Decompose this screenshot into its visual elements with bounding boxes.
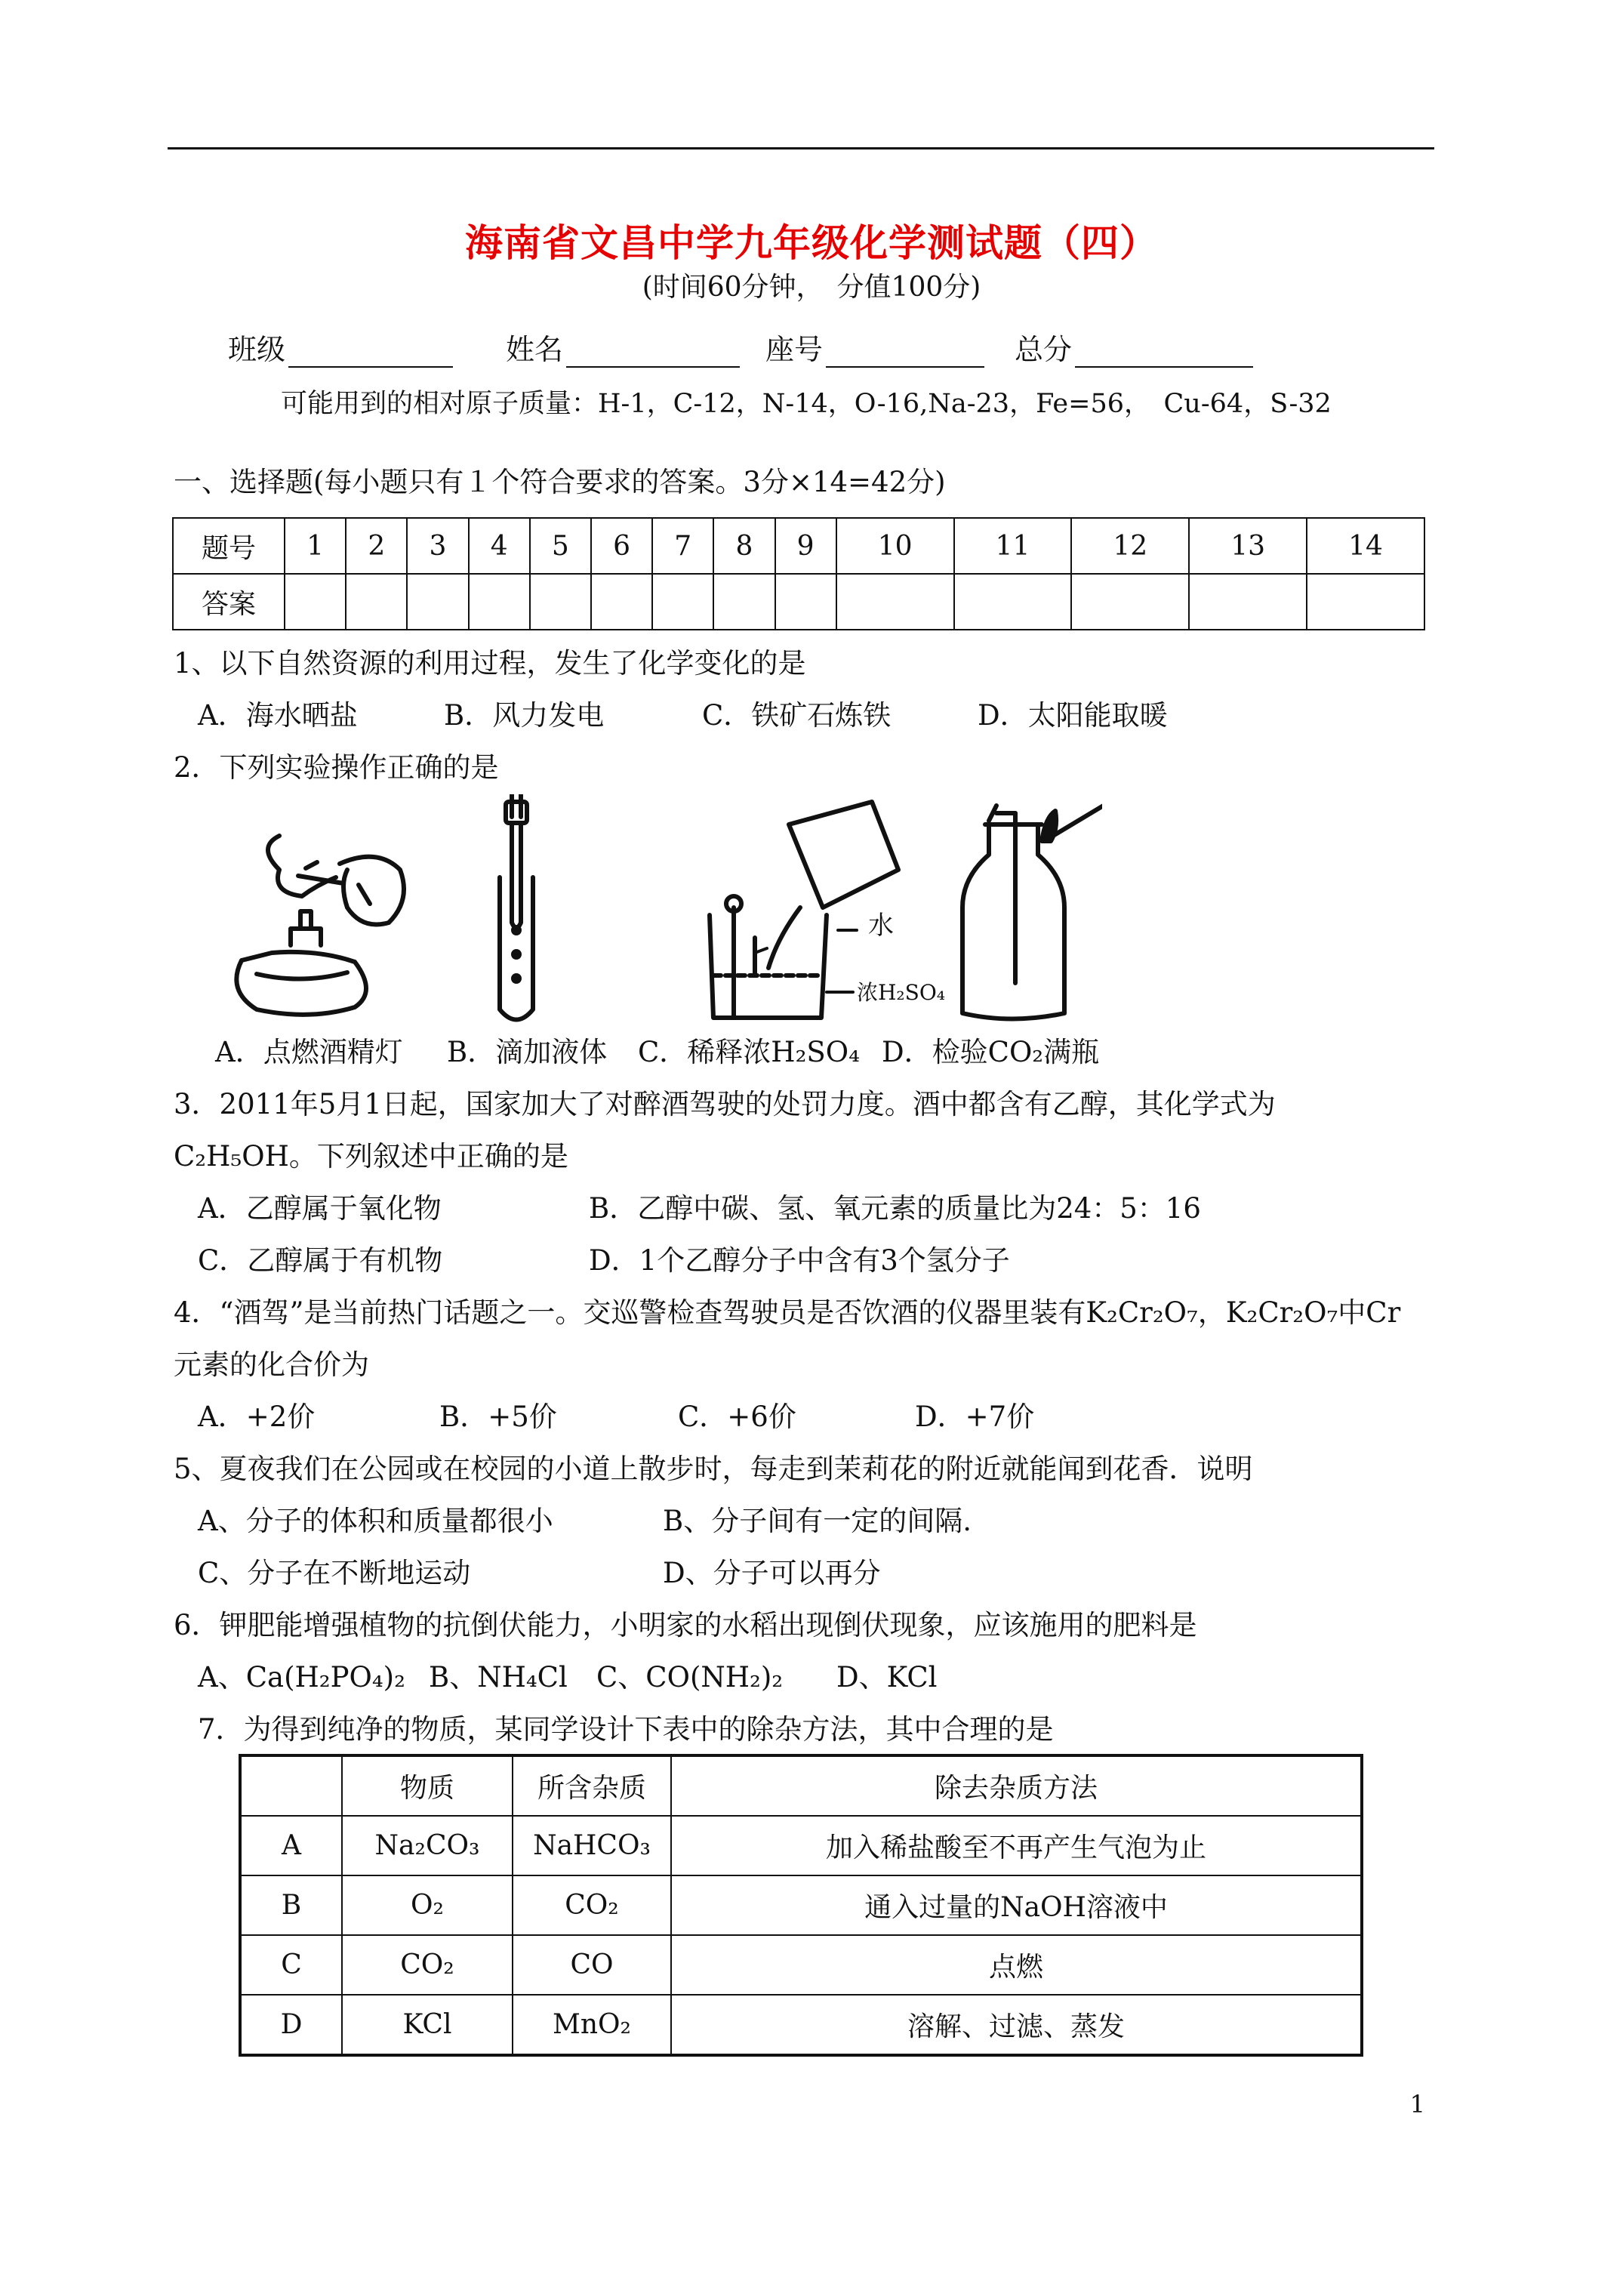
- answer-cell[interactable]: [1189, 574, 1307, 630]
- answer-number: 7: [652, 518, 713, 574]
- q4-option-d: D．+7价: [915, 1401, 1035, 1433]
- answer-cell[interactable]: [652, 574, 713, 630]
- row-impurity: MnO₂: [513, 1995, 671, 2055]
- answer-table-row-label: 答案: [173, 574, 285, 630]
- answer-cell[interactable]: [775, 574, 836, 630]
- q2-figure-label-acid: 浓H₂SO₄: [857, 980, 946, 1005]
- answer-cell[interactable]: [407, 574, 468, 630]
- q5-option-d: D、分子可以再分: [663, 1557, 881, 1589]
- name-blank[interactable]: [566, 337, 740, 368]
- answer-table: [172, 517, 1425, 630]
- answer-cell[interactable]: [713, 574, 775, 630]
- row-impurity: NaHCO₃: [513, 1816, 671, 1875]
- gas-bottle-figure: [962, 802, 1102, 1019]
- row-substance: CO₂: [342, 1935, 513, 1995]
- top-rule: [168, 147, 1434, 149]
- total-field[interactable]: [1015, 326, 1253, 368]
- q5-option-c: C、分子在不断地运动: [198, 1557, 471, 1589]
- answer-table-answer-row: [173, 574, 1424, 630]
- row-impurity: CO₂: [513, 1875, 671, 1935]
- answer-number: 10: [836, 518, 954, 574]
- answer-cell[interactable]: [954, 574, 1072, 630]
- q3-option-d: D．1个乙醇分子中含有3个氢分子: [589, 1244, 1010, 1277]
- q3-stem-line1: 3．2011年5月1日起，国家加大了对醉酒驾驶的处罚力度。酒中都含有乙醇，其化学式为: [174, 1088, 1276, 1120]
- q7-stem: 7．为得到纯净的物质，某同学设计下表中的除杂方法，其中合理的是: [198, 1713, 1054, 1746]
- row-impurity: CO: [513, 1935, 671, 1995]
- name-label: 姓名: [506, 333, 564, 366]
- answer-cell[interactable]: [836, 574, 954, 630]
- q5-option-a: A、分子的体积和质量都很小: [198, 1505, 553, 1537]
- answer-table-number-row: [173, 518, 1424, 574]
- seat-field[interactable]: [765, 326, 984, 368]
- row-method: 加入稀盐酸至不再产生气泡为止: [671, 1816, 1362, 1875]
- answer-cell[interactable]: [591, 574, 652, 630]
- total-label: 总分: [1015, 333, 1073, 366]
- q6-option-b: B、NH₄Cl: [429, 1661, 568, 1693]
- row-option-label: C: [240, 1935, 342, 1995]
- q4-option-c: C．+6价: [678, 1401, 796, 1433]
- test-tube-dropper-figure: [500, 794, 533, 1020]
- q4-stem-line2: 元素的化合价为: [174, 1348, 369, 1381]
- name-field[interactable]: [506, 326, 740, 368]
- q5-stem: 5、夏夜我们在公园或在校园的小道上散步时，每走到茉莉花的附近就能闻到花香．说明: [174, 1453, 1253, 1485]
- table-row: [240, 1935, 1362, 1995]
- q1-option-a: A．海水晒盐: [198, 699, 358, 732]
- q4-option-b: B．+5价: [439, 1401, 557, 1433]
- q3-option-a: A．乙醇属于氧化物: [198, 1192, 442, 1225]
- row-option-label: D: [240, 1995, 342, 2055]
- table-row: [240, 1875, 1362, 1935]
- answer-number: 13: [1189, 518, 1307, 574]
- row-method: 通入过量的NaOH溶液中: [671, 1875, 1362, 1935]
- row-method: 溶解、过滤、蒸发: [671, 1995, 1362, 2055]
- q3-option-b: B．乙醇中碳、氢、氧元素的质量比为24：5：16: [589, 1192, 1201, 1225]
- section-1-heading: 一、选择题(每小题只有１个符合要求的答案。3分×14=42分): [174, 466, 946, 498]
- answer-number: 9: [775, 518, 836, 574]
- page-title: 海南省文昌中学九年级化学测试题（四）: [465, 220, 1158, 265]
- q3-option-c: C．乙醇属于有机物: [198, 1244, 443, 1277]
- atomic-masses: 可能用到的相对原子质量：H-1，C-12，N-14，O-16,Na-23，Fe=56， Cu-64，S-32: [281, 389, 1332, 419]
- answer-cell[interactable]: [1307, 574, 1424, 630]
- answer-number: 5: [530, 518, 591, 574]
- q1-option-b: B．风力发电: [444, 699, 605, 732]
- impurity-table-header-row: [240, 1755, 1362, 1816]
- q3-stem-line2: C₂H₅OH。下列叙述中正确的是: [174, 1140, 568, 1173]
- answer-cell[interactable]: [530, 574, 591, 630]
- answer-table-row-label: 题号: [173, 518, 285, 574]
- q2-figure-label-water: 水: [868, 911, 894, 941]
- answer-number: 14: [1307, 518, 1424, 574]
- answer-cell[interactable]: [469, 574, 530, 630]
- q2-option-b: B．滴加液体: [447, 1036, 608, 1068]
- q2-stem: 2．下列实验操作正确的是: [174, 751, 499, 784]
- table-row: [240, 1995, 1362, 2055]
- q6-stem: 6．钾肥能增强植物的抗倒伏能力，小明家的水稻出现倒伏现象，应该施用的肥料是: [174, 1609, 1197, 1641]
- page-subtitle: (时间60分钟， 分值100分): [642, 272, 981, 303]
- answer-number: 8: [713, 518, 775, 574]
- q1-option-c: C．铁矿石炼铁: [702, 699, 892, 732]
- header-cell-method: 除去杂质方法: [671, 1755, 1362, 1816]
- q1-stem: 1、以下自然资源的利用过程，发生了化学变化的是: [174, 647, 806, 680]
- row-substance: KCl: [342, 1995, 513, 2055]
- q1-option-d: D．太阳能取暖: [978, 699, 1168, 732]
- answer-number: 1: [285, 518, 346, 574]
- header-cell-impurity: 所含杂质: [513, 1755, 671, 1816]
- q4-option-a: A．+2价: [198, 1401, 316, 1433]
- answer-number: 11: [954, 518, 1072, 574]
- answer-cell[interactable]: [285, 574, 346, 630]
- class-field[interactable]: [228, 326, 453, 368]
- q6-option-a: A、Ca(H₂PO₄)₂: [198, 1661, 405, 1693]
- q2-option-d: D．检验CO₂满瓶: [882, 1036, 1100, 1068]
- answer-number: 12: [1071, 518, 1189, 574]
- row-option-label: A: [240, 1816, 342, 1875]
- answer-number: 3: [407, 518, 468, 574]
- seat-label: 座号: [765, 333, 824, 366]
- header-cell-blank: [240, 1755, 342, 1816]
- q6-option-d: D、KCl: [836, 1661, 938, 1693]
- total-blank[interactable]: [1075, 337, 1253, 368]
- row-substance: O₂: [342, 1875, 513, 1935]
- table-row: [240, 1816, 1362, 1875]
- q2-option-a: A．点燃酒精灯: [215, 1036, 403, 1068]
- seat-blank[interactable]: [826, 337, 984, 368]
- q2-lab-figures: [226, 794, 1102, 1028]
- answer-cell[interactable]: [1071, 574, 1189, 630]
- row-method: 点燃: [671, 1935, 1362, 1995]
- q5-option-b: B、分子间有一定的间隔.: [663, 1505, 972, 1537]
- answer-number: 4: [469, 518, 530, 574]
- q2-option-c: C．稀释浓H₂SO₄: [638, 1036, 860, 1068]
- page-number: 1: [1409, 2090, 1425, 2119]
- class-label: 班级: [228, 333, 286, 366]
- row-substance: Na₂CO₃: [342, 1816, 513, 1875]
- answer-number: 6: [591, 518, 652, 574]
- q6-option-c: C、CO(NH₂)₂: [596, 1661, 784, 1693]
- answer-number: 2: [346, 518, 407, 574]
- answer-cell[interactable]: [346, 574, 407, 630]
- alcohol-lamp-figure: [236, 836, 404, 1015]
- impurity-removal-table: [239, 1754, 1363, 2057]
- header-cell-substance: 物质: [342, 1755, 513, 1816]
- q4-stem-line1: 4．“酒驾”是当前热门话题之一。交巡警检查驾驶员是否饮酒的仪器里装有K₂Cr₂O₇，K₂Cr₂O₇中Cr: [174, 1296, 1401, 1329]
- class-blank[interactable]: [288, 337, 453, 368]
- row-option-label: B: [240, 1875, 342, 1935]
